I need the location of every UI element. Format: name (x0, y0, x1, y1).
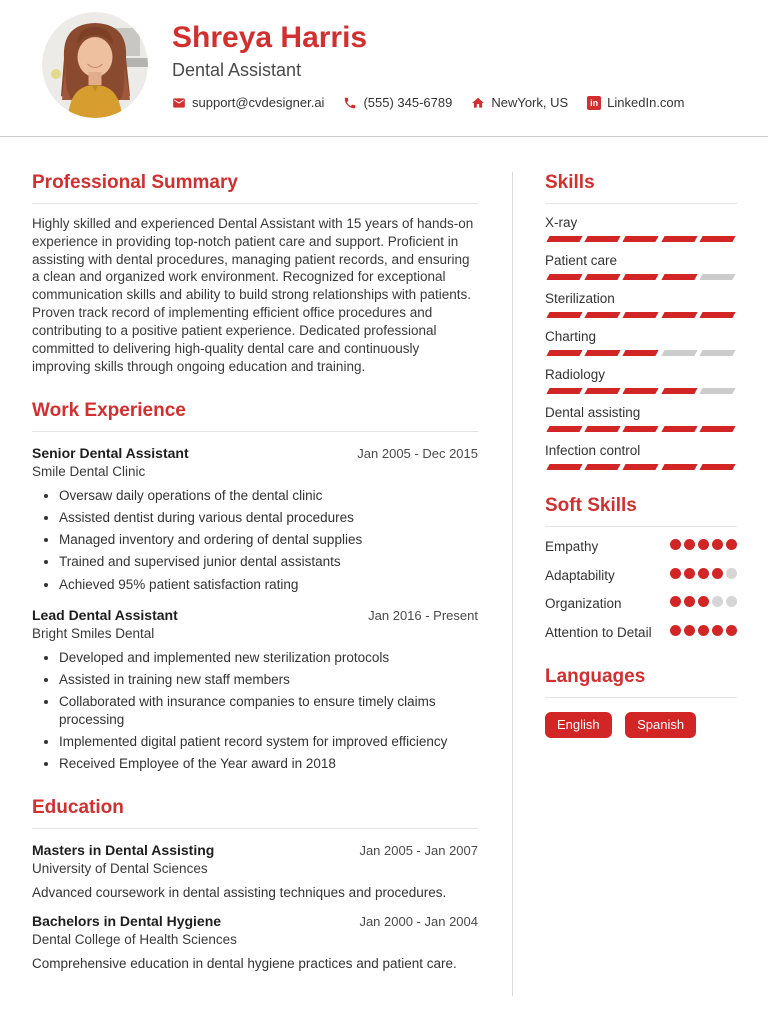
soft-skill-item (545, 538, 737, 556)
summary-section (32, 172, 478, 375)
rating-dot (712, 625, 723, 636)
rating-dot (726, 539, 737, 550)
soft-skill-item (545, 567, 737, 585)
skill-item (545, 443, 737, 470)
languages-section (545, 666, 737, 738)
job-company: Smile Dental Clinic (32, 464, 146, 480)
skill-level-bar (545, 464, 737, 470)
degree-title: Bachelors in Dental Hygiene (32, 913, 222, 930)
bullet-item: • Collaborated with insurance companies to ensure timely claims processing (59, 693, 478, 728)
skill-level-bar (545, 388, 737, 394)
skill-name: Patient care (545, 253, 618, 268)
bullet-item: • Received Employee of the Year award in 2018 (59, 755, 478, 773)
skill-item (545, 291, 737, 318)
job-entry (32, 607, 478, 772)
bullet-item: • Trained and supervised junior dental assistants (59, 553, 478, 571)
soft-skill-dots (670, 567, 737, 579)
education-header (32, 913, 478, 929)
rating-dot (670, 539, 681, 550)
bullet-item: • Assisted in training new staff members (59, 671, 478, 689)
email-link[interactable] (172, 95, 324, 110)
skill-level-bar (545, 236, 737, 242)
job-bullets (32, 649, 478, 772)
rating-dot (712, 568, 723, 579)
phone-text: (555) 345-6789 (363, 95, 453, 110)
skill-name: Dental assisting (545, 405, 641, 420)
bar-segment (699, 312, 735, 318)
job-company: Bright Smiles Dental (32, 626, 155, 642)
bar-segment (585, 236, 621, 242)
resume-header (0, 0, 768, 137)
summary-text: Highly skilled and experienced Dental Assistant with 15 years of hands-on experience in providing top-notch patient care and support. Proficient in assisting with dental procedures, managing patient records, and ensuring a clean and organized work environment. Recognized for exceptional communication skills and ability to build strong relationships with patients. Proven track record of implementing efficient office procedures and contributing to a positive patient experience. Dedicated professional committed to delivering high-quality dental care and continuously improving skills through ongoing education and training. (32, 216, 474, 374)
language-badge: English (545, 712, 612, 738)
job-bullets (32, 487, 478, 593)
skill-name: Infection control (545, 443, 641, 458)
bullet-item: • Managed inventory and ordering of dental supplies (59, 531, 478, 549)
skill-item (545, 215, 737, 242)
education-description: Comprehensive education in dental hygiene practices and patient care. (32, 956, 457, 972)
job-entry (32, 445, 478, 593)
header-identity (172, 12, 685, 136)
bullet-item: • Assisted dentist during various dental procedures (59, 509, 478, 527)
rating-dot (670, 596, 681, 607)
soft-skill-item (545, 624, 737, 642)
bar-segment (585, 274, 621, 280)
profile-photo (42, 12, 148, 118)
phone-link[interactable] (343, 95, 452, 110)
sidebar-column (512, 172, 737, 996)
rating-dot (670, 625, 681, 636)
education-entry (32, 913, 478, 971)
skills-heading: Skills (545, 172, 737, 204)
rating-dot (698, 539, 709, 550)
school-name: Dental College of Health Sciences (32, 932, 237, 948)
bar-segment (699, 388, 735, 394)
languages-heading: Languages (545, 666, 737, 698)
bar-segment (623, 388, 659, 394)
soft-skills-heading: Soft Skills (545, 495, 737, 527)
skill-item (545, 253, 737, 280)
education-entry (32, 842, 478, 900)
soft-skill-name: Organization (545, 596, 622, 612)
bar-segment (661, 236, 697, 242)
soft-skill-item (545, 595, 737, 613)
soft-skill-name: Attention to Detail (545, 624, 652, 640)
bar-segment (623, 464, 659, 470)
job-header (32, 445, 478, 461)
soft-skill-name: Adaptability (545, 567, 615, 583)
education-header (32, 842, 478, 858)
location-item (471, 95, 568, 110)
language-badge: Spanish (625, 712, 696, 738)
rating-dot (670, 568, 681, 579)
skill-item (545, 367, 737, 394)
bullet-item: • Achieved 95% patient satisfaction rating (59, 576, 478, 594)
education-description: Advanced coursework in dental assisting techniques and procedures. (32, 885, 447, 901)
bar-segment (546, 426, 582, 432)
bullet-item: • Oversaw daily operations of the dental clinic (59, 487, 478, 505)
rating-dot (698, 625, 709, 636)
bar-segment (623, 426, 659, 432)
bar-segment (585, 426, 621, 432)
skill-item (545, 405, 737, 432)
main-column (32, 172, 478, 996)
rating-dot (712, 596, 723, 607)
bar-segment (661, 426, 697, 432)
rating-dot (726, 568, 737, 579)
bar-segment (585, 312, 621, 318)
bar-segment (585, 464, 621, 470)
education-date: Jan 2000 - Jan 2004 (359, 914, 478, 930)
email-icon (172, 96, 186, 110)
degree-title: Masters in Dental Assisting (32, 842, 215, 859)
bar-segment (623, 312, 659, 318)
rating-dot (712, 539, 723, 550)
bar-segment (699, 350, 735, 356)
bar-segment (699, 274, 735, 280)
email-text: support@cvdesigner.ai (192, 95, 325, 110)
candidate-name: Shreya Harris (172, 21, 368, 54)
rating-dot (698, 596, 709, 607)
job-title: Lead Dental Assistant (32, 607, 178, 624)
bar-segment (661, 274, 697, 280)
linkedin-link[interactable] (587, 95, 684, 110)
location-text: NewYork, US (491, 95, 569, 110)
rating-dot (698, 568, 709, 579)
linkedin-text: LinkedIn.com (607, 95, 685, 110)
skill-level-bar (545, 350, 737, 356)
bar-segment (546, 236, 582, 242)
experience-heading: Work Experience (32, 400, 478, 432)
bar-segment (699, 426, 735, 432)
summary-heading: Professional Summary (32, 172, 478, 204)
rating-dot (684, 625, 695, 636)
soft-skill-dots (670, 595, 737, 607)
bar-segment (699, 236, 735, 242)
bar-segment (623, 274, 659, 280)
skill-level-bar (545, 312, 737, 318)
home-icon (471, 96, 485, 110)
bar-segment (661, 350, 697, 356)
education-heading: Education (32, 797, 478, 829)
soft-skill-dots (670, 538, 737, 550)
rating-dot (726, 625, 737, 636)
bar-segment (546, 388, 582, 394)
profile-photo-illustration (42, 12, 148, 118)
bar-segment (585, 350, 621, 356)
contact-row (172, 95, 685, 110)
soft-skills-section (545, 495, 737, 641)
bar-segment (661, 464, 697, 470)
job-header (32, 607, 478, 623)
bar-segment (623, 236, 659, 242)
bullet-item: • Developed and implemented new sterilization protocols (59, 649, 478, 667)
bar-segment (546, 274, 582, 280)
rating-dot (684, 596, 695, 607)
job-title: Senior Dental Assistant (32, 445, 189, 462)
skills-section (545, 172, 737, 470)
bar-segment (546, 312, 582, 318)
bar-segment (623, 350, 659, 356)
skill-level-bar (545, 274, 737, 280)
rating-dot (684, 539, 695, 550)
bar-segment (661, 312, 697, 318)
experience-section (32, 400, 478, 772)
rating-dot (684, 568, 695, 579)
skill-name: Sterilization (545, 291, 615, 306)
education-section (32, 797, 478, 971)
skill-name: Radiology (545, 367, 606, 382)
phone-icon (343, 96, 357, 110)
candidate-title: Dental Assistant (172, 60, 302, 80)
school-name: University of Dental Sciences (32, 861, 208, 877)
language-pills (545, 712, 737, 738)
soft-skill-dots (670, 624, 737, 636)
education-date: Jan 2005 - Jan 2007 (359, 843, 478, 859)
bar-segment (546, 350, 582, 356)
bar-segment (585, 388, 621, 394)
bullet-item: • Implemented digital patient record system for improved efficiency (59, 733, 478, 751)
bar-segment (661, 388, 697, 394)
bar-segment (546, 464, 582, 470)
resume-body (0, 137, 768, 996)
job-date: Jan 2016 - Present (368, 608, 478, 624)
soft-skill-name: Empathy (545, 539, 599, 554)
skill-name: Charting (545, 329, 597, 344)
skill-item (545, 329, 737, 356)
rating-dot (726, 596, 737, 607)
bar-segment (699, 464, 735, 470)
skill-level-bar (545, 426, 737, 432)
job-date: Jan 2005 - Dec 2015 (357, 446, 478, 462)
skill-name: X-ray (545, 215, 578, 230)
linkedin-icon: in (587, 96, 601, 110)
